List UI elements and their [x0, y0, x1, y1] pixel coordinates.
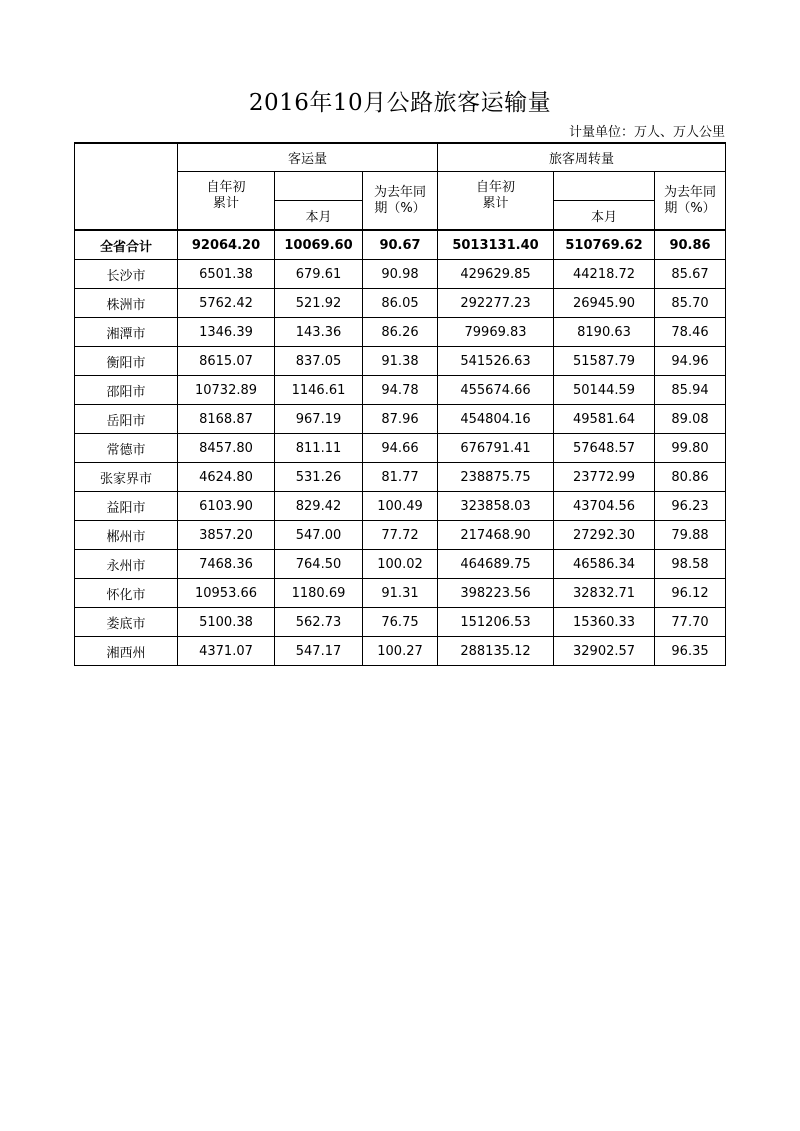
value-cell: 10953.66: [178, 579, 275, 608]
turnover-ytd-header: [438, 172, 554, 231]
volume-month-spacer: [275, 172, 363, 201]
region-name-cell: 株洲市: [75, 289, 178, 318]
table-row: [75, 347, 726, 376]
value-cell: 5100.38: [178, 608, 275, 637]
value-cell: 78.46: [655, 318, 726, 347]
value-cell: 811.11: [275, 434, 363, 463]
table-row: [75, 434, 726, 463]
value-cell: 454804.16: [438, 405, 554, 434]
value-cell: 57648.57: [554, 434, 655, 463]
value-cell: 292277.23: [438, 289, 554, 318]
value-cell: 151206.53: [438, 608, 554, 637]
value-cell: 764.50: [275, 550, 363, 579]
value-cell: 98.58: [655, 550, 726, 579]
value-cell: 398223.56: [438, 579, 554, 608]
ytd-line1: 自年初: [476, 180, 516, 195]
value-cell: 77.72: [363, 521, 438, 550]
region-name-cell: 湘潭市: [75, 318, 178, 347]
value-cell: 85.70: [655, 289, 726, 318]
table-row: [75, 376, 726, 405]
value-cell: 91.38: [363, 347, 438, 376]
page-title: 2016年10月公路旅客运输量: [248, 90, 552, 116]
value-cell: 76.75: [363, 608, 438, 637]
value-cell: 89.08: [655, 405, 726, 434]
value-cell: 679.61: [275, 260, 363, 289]
turnover-yoy-header: [655, 172, 726, 231]
value-cell: 238875.75: [438, 463, 554, 492]
value-cell: 562.73: [275, 608, 363, 637]
value-cell: 7468.36: [178, 550, 275, 579]
region-name-cell: 永州市: [75, 550, 178, 579]
table-row: [75, 608, 726, 637]
value-cell: 91.31: [363, 579, 438, 608]
yoy-line1: 为去年同: [664, 184, 717, 200]
table-row: [75, 289, 726, 318]
value-cell: 429629.85: [438, 260, 554, 289]
value-cell: 829.42: [275, 492, 363, 521]
region-header-cell: [75, 143, 178, 230]
region-name-cell: 常德市: [75, 434, 178, 463]
value-cell: 541526.63: [438, 347, 554, 376]
value-cell: 94.66: [363, 434, 438, 463]
value-cell: 85.94: [655, 376, 726, 405]
value-cell: 323858.03: [438, 492, 554, 521]
yoy-line2: 期（%）: [664, 200, 716, 216]
value-cell: 51587.79: [554, 347, 655, 376]
region-name-cell: 郴州市: [75, 521, 178, 550]
table-row: [75, 637, 726, 666]
value-cell: 531.26: [275, 463, 363, 492]
ytd-line2: 累计: [482, 196, 509, 211]
value-cell: 43704.56: [554, 492, 655, 521]
value-cell: 4624.80: [178, 463, 275, 492]
region-name-cell: 怀化市: [75, 579, 178, 608]
region-name-cell: 娄底市: [75, 608, 178, 637]
yoy-line2: 期（%）: [374, 200, 426, 216]
value-cell: 92064.20: [178, 230, 275, 260]
value-cell: 15360.33: [554, 608, 655, 637]
value-cell: 80.86: [655, 463, 726, 492]
region-name-cell: 全省合计: [75, 230, 178, 260]
region-name-cell: 益阳市: [75, 492, 178, 521]
value-cell: 1346.39: [178, 318, 275, 347]
value-cell: 81.77: [363, 463, 438, 492]
value-cell: 90.98: [363, 260, 438, 289]
value-cell: 99.80: [655, 434, 726, 463]
ytd-line1: 自年初: [206, 180, 246, 195]
value-cell: 217468.90: [438, 521, 554, 550]
total-row: [75, 230, 726, 260]
ytd-line2: 累计: [212, 196, 239, 211]
transport-table: [74, 142, 726, 666]
table-row: [75, 521, 726, 550]
value-cell: 288135.12: [438, 637, 554, 666]
value-cell: 90.67: [363, 230, 438, 260]
value-cell: 455674.66: [438, 376, 554, 405]
table-row: [75, 579, 726, 608]
value-cell: 100.27: [363, 637, 438, 666]
value-cell: 94.78: [363, 376, 438, 405]
turnover-month-header: 本月: [554, 201, 655, 231]
value-cell: 85.67: [655, 260, 726, 289]
volume-month-header: 本月: [275, 201, 363, 231]
value-cell: 49581.64: [554, 405, 655, 434]
value-cell: 32902.57: [554, 637, 655, 666]
value-cell: 1180.69: [275, 579, 363, 608]
turnover-month-spacer: [554, 172, 655, 201]
region-name-cell: 湘西州: [75, 637, 178, 666]
passenger-volume-header: 客运量: [178, 143, 438, 172]
value-cell: 100.02: [363, 550, 438, 579]
value-cell: 4371.07: [178, 637, 275, 666]
value-cell: 547.17: [275, 637, 363, 666]
region-name-cell: 衡阳市: [75, 347, 178, 376]
region-name-cell: 张家界市: [75, 463, 178, 492]
value-cell: 837.05: [275, 347, 363, 376]
value-cell: 50144.59: [554, 376, 655, 405]
value-cell: 96.12: [655, 579, 726, 608]
table-row: [75, 260, 726, 289]
value-cell: 547.00: [275, 521, 363, 550]
region-name-cell: 岳阳市: [75, 405, 178, 434]
value-cell: 79969.83: [438, 318, 554, 347]
yoy-line1: 为去年同: [374, 184, 427, 200]
value-cell: 46586.34: [554, 550, 655, 579]
unit-note: 计量单位：万人、万人公里: [568, 125, 725, 140]
table-row: [75, 463, 726, 492]
value-cell: 32832.71: [554, 579, 655, 608]
value-cell: 5013131.40: [438, 230, 554, 260]
value-cell: 90.86: [655, 230, 726, 260]
value-cell: 8615.07: [178, 347, 275, 376]
value-cell: 87.96: [363, 405, 438, 434]
value-cell: 464689.75: [438, 550, 554, 579]
volume-yoy-header: [363, 172, 438, 231]
region-name-cell: 邵阳市: [75, 376, 178, 405]
value-cell: 6501.38: [178, 260, 275, 289]
value-cell: 77.70: [655, 608, 726, 637]
value-cell: 44218.72: [554, 260, 655, 289]
table-row: [75, 550, 726, 579]
table-row: [75, 492, 726, 521]
value-cell: 96.35: [655, 637, 726, 666]
value-cell: 23772.99: [554, 463, 655, 492]
value-cell: 1146.61: [275, 376, 363, 405]
value-cell: 510769.62: [554, 230, 655, 260]
value-cell: 3857.20: [178, 521, 275, 550]
region-name-cell: 长沙市: [75, 260, 178, 289]
value-cell: 8457.80: [178, 434, 275, 463]
value-cell: 8190.63: [554, 318, 655, 347]
value-cell: 10069.60: [275, 230, 363, 260]
value-cell: 5762.42: [178, 289, 275, 318]
value-cell: 79.88: [655, 521, 726, 550]
table-row: [75, 405, 726, 434]
value-cell: 100.49: [363, 492, 438, 521]
value-cell: 521.92: [275, 289, 363, 318]
value-cell: 967.19: [275, 405, 363, 434]
value-cell: 676791.41: [438, 434, 554, 463]
value-cell: 26945.90: [554, 289, 655, 318]
value-cell: 8168.87: [178, 405, 275, 434]
table-row: [75, 318, 726, 347]
value-cell: 86.26: [363, 318, 438, 347]
passenger-turnover-header: 旅客周转量: [438, 143, 726, 172]
value-cell: 86.05: [363, 289, 438, 318]
value-cell: 96.23: [655, 492, 726, 521]
value-cell: 10732.89: [178, 376, 275, 405]
value-cell: 94.96: [655, 347, 726, 376]
value-cell: 6103.90: [178, 492, 275, 521]
value-cell: 27292.30: [554, 521, 655, 550]
value-cell: 143.36: [275, 318, 363, 347]
volume-ytd-header: [178, 172, 275, 231]
